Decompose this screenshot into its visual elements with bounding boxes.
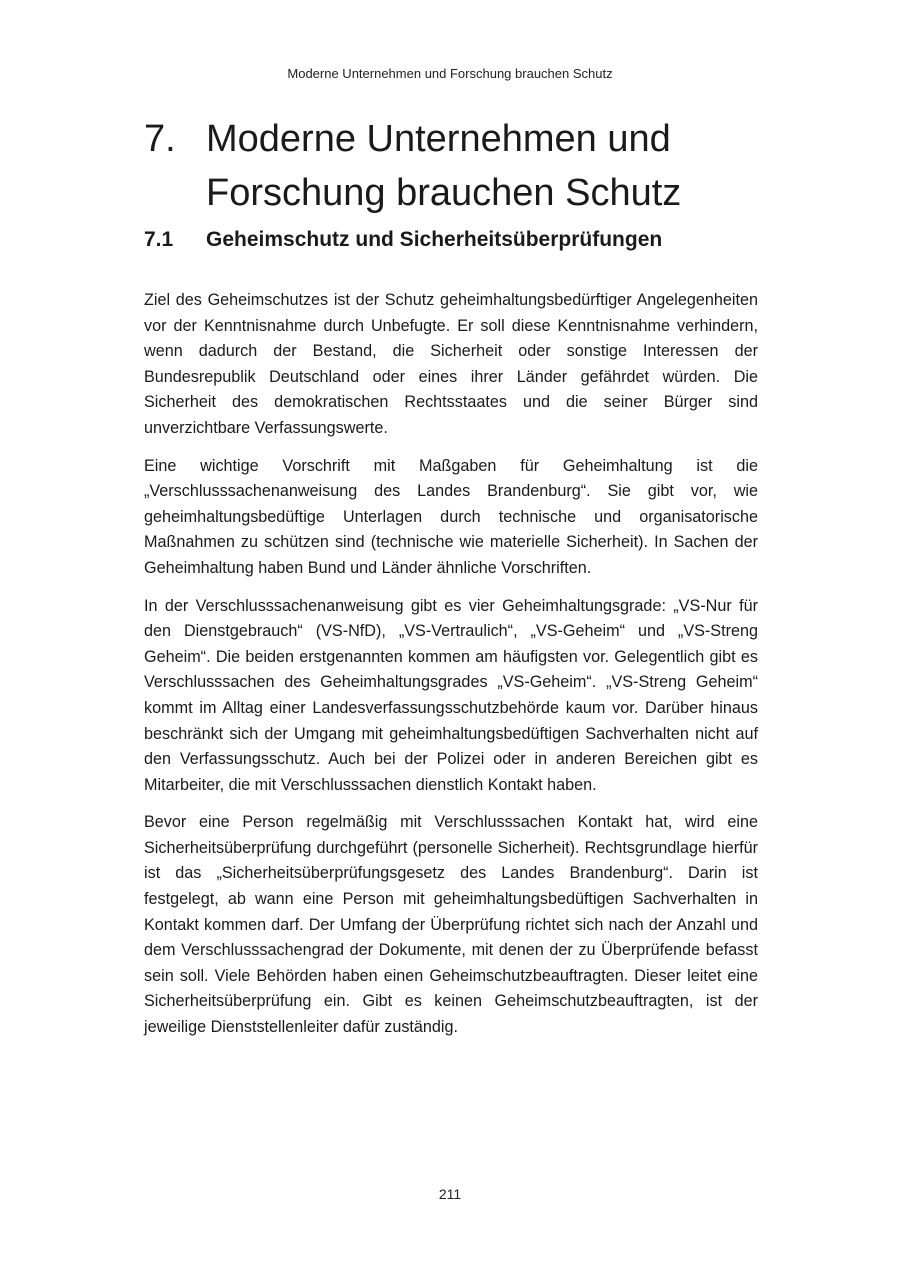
chapter-title: Moderne Unternehmen und Forschung brauchen Schutz: [206, 118, 682, 214]
section-title: Geheimschutz und Sicherheitsüberprüfungen: [206, 228, 663, 251]
paragraph: In der Verschlusssachenanweisung gibt es vier Geheimhaltungsgrade: „VS-Nur für den Dienstgebrauch“ (VS-NfD), „VS-Vertraulich“, „VS-Geheim“ und „VS-Streng Geheim“. Die beiden erstgenannten kommen am häufigsten vor. Gelegentlich gibt es Verschlusssachen des Geheimhaltungsgrades „VS-Geheim“. „VS-Streng Geheim“ kommt im Alltag einer Landesverfassungsschutzbehörde kaum vor. Darüber hinaus beschränkt sich der Umgang mit geheimhaltungsbedüftigen Sachverhalten nicht auf den Verfassungsschutz. Auch bei der Polizei oder in anderen Bereichen gibt es Mitarbeiter, die mit Verschlusssachen dienstlich Kontakt haben.: [144, 596, 758, 794]
section-heading: [144, 228, 764, 252]
paragraph: Eine wichtige Vorschrift mit Maßgaben für Geheimhaltung ist die „Verschlusssachenanweisung des Landes Brandenburg“. Sie gibt vor, wie geheimhaltungsbedüftige Unterlagen durch technische und organisatorische Maßnahmen zu schützen sind (technische wie materielle Sicherheit). In Sachen der Geheimhaltung haben Bund und Länder ähnliche Vorschriften.: [144, 456, 758, 577]
paragraph: Ziel des Geheimschutzes ist der Schutz geheimhaltungsbedürftiger Angelegenheiten vor der Kenntnisnahme durch Unbefugte. Er soll diese Kenntnisnahme verhindern, wenn dadurch der Bestand, die Sicherheit oder sonstige Interessen der Bundesrepublik Deutschland oder eines ihrer Länder gefährdet würden. Die Sicherheit des demokratischen Rechtsstaates und die seiner Bürger sind unverzichtbare Verfassungswerte.: [144, 291, 758, 437]
page-number: 211: [438, 1186, 462, 1202]
body-text: [144, 288, 758, 1053]
chapter-number: 7.: [144, 118, 176, 160]
paragraph: Bevor eine Person regelmäßig mit Verschlusssachen Kontakt hat, wird eine Sicherheitsüberprüfung durchgeführt (personelle Sicherheit). Rechtsgrundlage hierfür ist das „Sicherheitsüberprüfungsgesetz des Landes Brandenburg“. Darin ist festgelegt, ab wann eine Person mit geheimhaltungsbedüftigen Sachverhalten in Kontakt kommen darf. Der Umfang der Überprüfung richtet sich nach der Anzahl und dem Verschlusssachengrad der Dokumente, mit denen der zu Überprüfende befasst sein soll. Viele Behörden haben einen Geheimschutzbeauftragten. Dieser leitet eine Sicherheitsüberprüfung ein. Gibt es keinen Geheimschutzbeauftragten, ist der jeweilige Dienststellenleiter dafür zuständig.: [144, 813, 758, 1037]
running-header: Moderne Unternehmen und Forschung brauchen Schutz: [287, 66, 613, 81]
chapter-heading: [144, 112, 784, 220]
section-number: 7.1: [144, 228, 174, 251]
